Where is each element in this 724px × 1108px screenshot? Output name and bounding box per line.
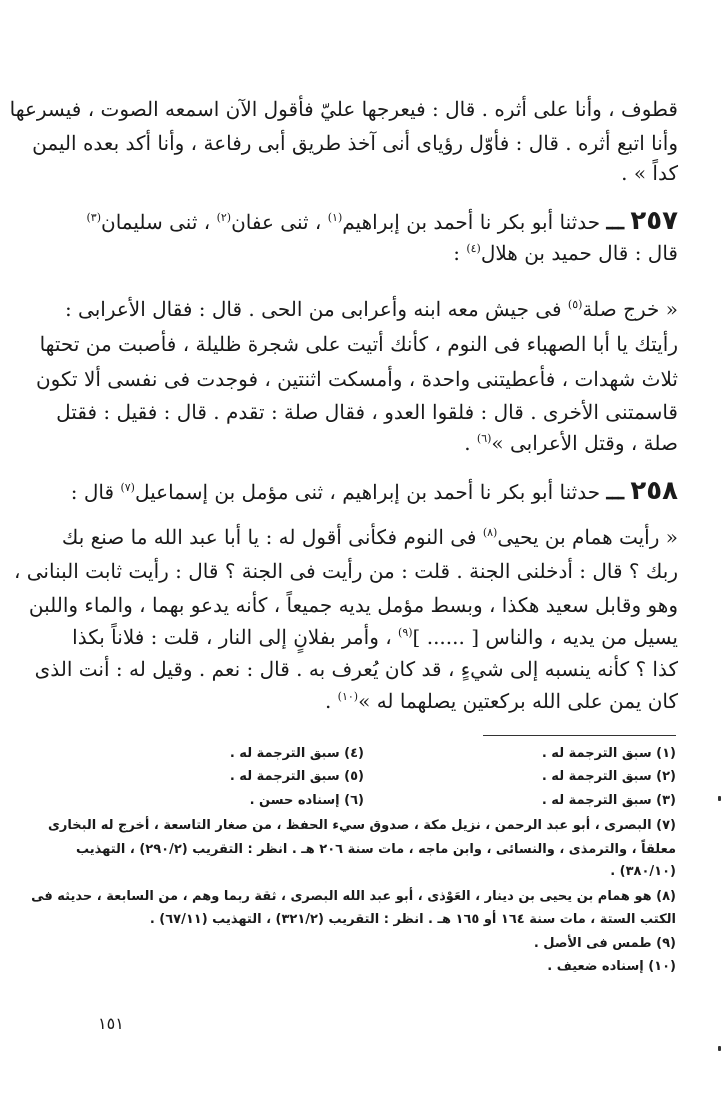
footnote-ref-6: (٦) bbox=[476, 432, 492, 445]
hadith-257-isnad-line-2 bbox=[38, 240, 678, 266]
footnote-ref-5: (٥) bbox=[567, 298, 583, 311]
hadith-258-isnad-line-1 bbox=[38, 478, 678, 505]
footnote-7-line-3: (٣٨٠/١٠) . bbox=[610, 864, 676, 879]
hadith-257-isnad-line-1 bbox=[38, 208, 678, 235]
footnote-ref-3: (٣) bbox=[86, 211, 102, 224]
matn-text: « رأيت همام بن يحيى bbox=[497, 525, 678, 549]
isnad-text: قال : قال حميد بن هلال bbox=[480, 241, 678, 265]
page-number: ١٥١ bbox=[98, 1014, 124, 1033]
hadith-258-text-line-3: وهو وقابل سعيد هكذا ، وبسط مؤمل يديه جميعاً ، كأنه يدعو بهما ، والماء واللبن bbox=[28, 593, 678, 617]
isnad-text: حدثنا أبو بكر نا أحمد بن إبراهيم bbox=[342, 210, 601, 234]
footnote-ref-1: (١) bbox=[327, 211, 343, 224]
hadith-dash: ـــ bbox=[606, 210, 625, 234]
footnote-7-line-1: (٧) البصرى ، أبو عبد الرحمن ، نزيل مكة ، صدوق سيء الحفظ ، من صغار التاسعة ، أخرج له البخارى bbox=[47, 818, 676, 833]
footnote-10: (١٠) إسناده ضعيف . bbox=[547, 959, 676, 974]
hadith-dash: ـــ bbox=[606, 480, 625, 504]
isnad-text: قال : bbox=[70, 480, 121, 504]
matn-text: « خرج صلة bbox=[582, 297, 678, 321]
hadith-258-text-line-1 bbox=[38, 524, 678, 550]
footnote-5: (٥) سبق الترجمة له . bbox=[229, 769, 364, 784]
hadith-257-text-line-5 bbox=[38, 430, 678, 456]
matn-text: . bbox=[324, 689, 338, 713]
hadith-258-text-line-4 bbox=[38, 624, 678, 650]
matn-text: فى النوم فكأنى أقول له : يا أبا عبد الله ما صنع بك bbox=[61, 525, 483, 549]
matn-text: يسيل من يديه ، والناس [ ...... ] bbox=[412, 625, 678, 649]
footnote-4: (٤) سبق الترجمة له . bbox=[229, 746, 364, 761]
footnote-ref-4: (٤) bbox=[466, 242, 481, 255]
footnote-2: (٢) سبق الترجمة له . bbox=[541, 769, 676, 784]
matn-text: . bbox=[464, 431, 477, 455]
hadith-257-text-line-3: ثلاث شهدات ، فأعطيتنى واحدة ، وأمسكت اثنتين ، فوجدت فى نفسى ألا تكون bbox=[35, 367, 678, 391]
hadith-258-text-line-5: كذا ؟ كأنه ينسبه إلى شيءٍ ، قد كان يُعرف به . قال : نعم . وقيل له : أنت الذى bbox=[34, 657, 678, 681]
isnad-text: ، ثنى عفان bbox=[231, 210, 328, 234]
footnote-ref-8: (٨) bbox=[482, 526, 498, 539]
matn-text: صلة ، وقتل الأعرابى » bbox=[491, 431, 678, 455]
footnote-separator bbox=[483, 735, 676, 736]
footnote-ref-9: (٩) bbox=[398, 626, 413, 639]
footnote-8-line-2: الكتب الستة ، مات سنة ١٦٤ أو ١٦٥ هـ . انظر : التقريب (٣٢١/٢) ، التهذيب (٦٧/١١) . bbox=[149, 912, 676, 927]
matn-text: فى جيش معه ابنه وأعرابى من الحى . قال : فقال الأعرابى : bbox=[64, 297, 568, 321]
isnad-text: حدثنا أبو بكر نا أحمد بن إبراهيم ، ثنى مؤمل بن إسماعيل bbox=[134, 480, 601, 504]
hadith-257-text-line-2: رأيتك يا أبا الصهباء فى النوم ، كأنك أتيت على شجرة ظليلة ، فأصبت من تحتها bbox=[39, 332, 678, 356]
footnote-ref-7: (٧) bbox=[120, 481, 135, 494]
footnote-1: (١) سبق الترجمة له . bbox=[541, 746, 676, 761]
isnad-text: : bbox=[453, 241, 467, 265]
scan-speck bbox=[718, 1046, 721, 1051]
body-line-3: كداً » . bbox=[621, 161, 678, 185]
footnote-ref-10: (١٠) bbox=[337, 690, 359, 703]
hadith-258-number: ٢٥٨ bbox=[630, 476, 678, 506]
footnote-ref-2: (٢) bbox=[216, 211, 232, 224]
footnote-6: (٦) إسناده حسن . bbox=[249, 793, 364, 808]
hadith-258-text-line-2: ربك ؟ قال : أدخلنى الجنة . قلت : من رأيت فى الجنة ؟ قال : رأيت ثابت البنانى ، bbox=[13, 559, 678, 583]
scan-speck bbox=[718, 796, 721, 801]
footnote-9: (٩) طمس فى الأصل . bbox=[533, 936, 676, 951]
footnote-7-line-2: معلقاً ، والترمذى ، والنسائى ، وابن ماجه ، مات سنة ٢٠٦ هـ . انظر : التقريب (٢٩٠/٢) ، التهذيب bbox=[75, 842, 676, 857]
matn-text: كان يمن على الله بركعتين يصلهما له » bbox=[358, 689, 678, 713]
body-line-1: قطوف ، وأنا على أثره . قال : فيعرجها عليّ فأقول الآن اسمعه الصوت ، فيسرعها bbox=[9, 97, 678, 121]
hadith-257-text-line-1 bbox=[38, 296, 678, 322]
footnote-8-line-1: (٨) هو همام بن يحيى بن دينار ، العَوْذى ، أبو عبد الله البصرى ، ثقة ربما وهم ، من السابعة ، حديثه فى bbox=[31, 889, 676, 904]
hadith-258-text-line-6 bbox=[38, 688, 678, 714]
footnote-3: (٣) سبق الترجمة له . bbox=[541, 793, 676, 808]
isnad-text: ، ثنى سليمان bbox=[101, 210, 217, 234]
hadith-257-number: ٢٥٧ bbox=[630, 206, 678, 236]
hadith-257-text-line-4: قاسمتنى الأخرى . قال : فلقوا العدو ، فقال صلة : تقدم . قال : فقيل : فقتل bbox=[56, 400, 678, 424]
matn-text: ، وأمر بفلانٍ إلى النار ، قلت : فلاناً بكذا bbox=[72, 625, 399, 649]
body-line-2: وأنا اتبع أثره . قال : فأوّل رؤياى أنى آخذ طريق أبى رفاعة ، وأنا أكد بعده اليمن bbox=[32, 131, 678, 155]
